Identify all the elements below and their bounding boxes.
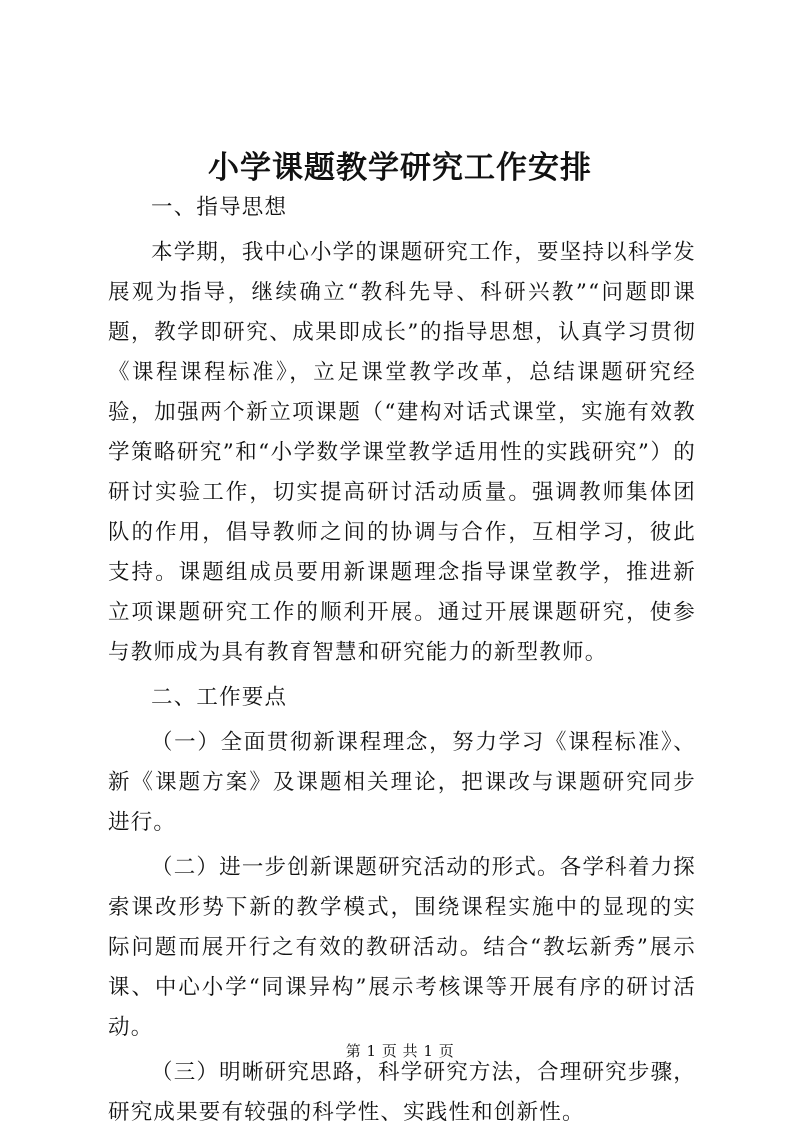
document-body bbox=[108, 188, 696, 1138]
page-title: 小学课题教学研究工作安排 bbox=[208, 150, 592, 186]
page-footer: 第 1 页 共 1 页 bbox=[345, 1042, 455, 1060]
section-heading-work-points: 二、工作要点 bbox=[151, 685, 288, 710]
work-point-2: （二）进一步创新课题研究活动的形式。各学科着力探索课改形势下新的教学模式，围绕课程实施中的显现的实际问题而展开行之有效的教研活动。结合“教坛新秀”展示课、中心小学“同课异构”展示考核课等开展有序的研讨活动。 bbox=[108, 855, 696, 1040]
section-heading-guiding-ideology: 一、指导思想 bbox=[151, 195, 288, 220]
work-point-3: （三）明晰研究思路，科学研究方法，合理研究步骤，研究成果要有较强的科学性、实践性和创新性。 bbox=[108, 1060, 696, 1125]
paragraph-guiding-ideology: 本学期，我中心小学的课题研究工作，要坚持以科学发展观为指导，继续确立“教科先导、科研兴教”“问题即课题，教学即研究、成果即成长”的指导思想，认真学习贯彻《课程课程标准》，立足课堂教学改革，总结课题研究经验，加强两个新立项课题（“建构对话式课堂，实施有效教学策略研究”和“小学数学课堂教学适用性的实践研究”）的研讨实验工作，切实提高研讨活动质量。强调教师集体团队的作用，倡导教师之间的协调与合作，互相学习，彼此支持。课题组成员要用新课题理念指导课堂教学，推进新立项课题研究工作的顺利开展。通过开展课题研究，使参与教师成为具有教育智慧和研究能力的新型教师。 bbox=[108, 240, 696, 665]
work-point-1: （一）全面贯彻新课程理念，努力学习《课程标准》、新《课题方案》及课题相关理论，把课改与课题研究同步进行。 bbox=[108, 730, 696, 835]
